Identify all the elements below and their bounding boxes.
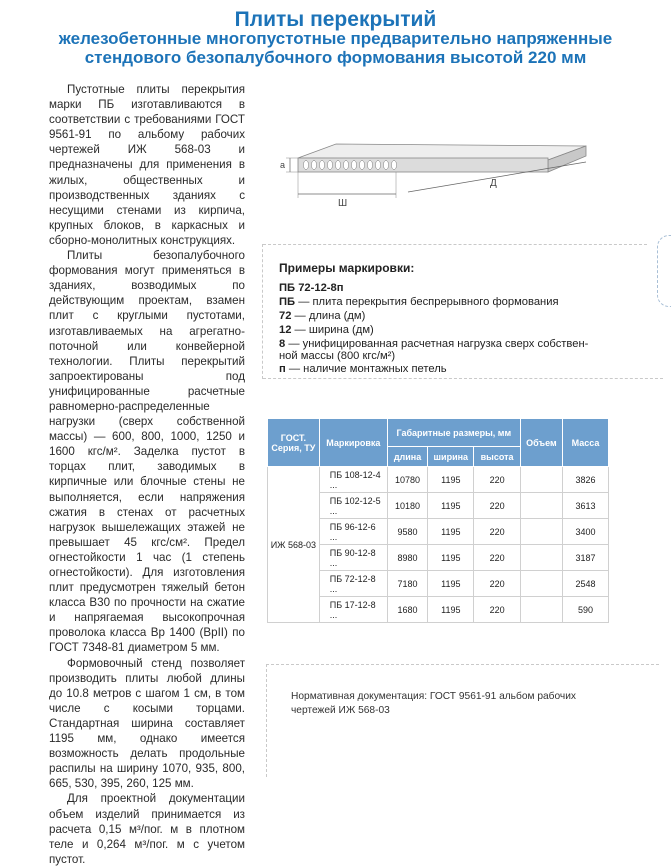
table-row xyxy=(268,519,609,545)
cell-volume xyxy=(520,597,562,623)
header-marka: Маркировка xyxy=(319,419,387,467)
subtitle-line-2: стендового безопалубочного формования высотой 220 мм xyxy=(84,48,587,67)
label-length: Д xyxy=(490,178,497,189)
cell-series: ИЖ 568-03 xyxy=(268,467,320,623)
cell-mass: 3187 xyxy=(563,545,609,571)
paragraph: Для проектной документации объем изделий принимается из расчета 0,15 м³/пог. м в плотном теле и 0,264 м³/пог. м с учетом пустот. xyxy=(49,792,245,866)
cell-mark: ПБ 102-12-5 ... xyxy=(319,493,387,519)
table-row xyxy=(268,467,609,493)
cell-length: 10780 xyxy=(387,467,427,493)
cell-volume xyxy=(520,493,562,519)
description-column xyxy=(49,82,245,867)
header-mass: Масса xyxy=(563,419,609,467)
header-width: ширина xyxy=(428,447,474,467)
paragraph: Плиты безопалубочного формования могут применяться в зданиях, возводимых по действующим проектам, взамен плит с круглыми пустотами, изготавливаемых на агрегатно-поточной или конвейерной технологии. Плиты перекрытий запроектированы под унифицированные расчетные равномерно-распределенные нагрузки (сверх собственной массы) — 600, 800, 1000, 1250 и 1600 кгс/м². Заделка пустот в торцах плит, заводимых в кирпичные или блочные стены не выполняется, если напряжения сжатия в стенах от расчетных нагрузок вышележащих этажей не превышает 45 кгс/см². Предел огнестойкости 1 час (1 степень огнестойкости). Для изготовления плит предусмотрен тяжелый бетон класса В30 по прочности на сжатие и напрягаемая высокопрочная проволока класса Вр 1400 (ВрII) по ГОСТ 7348-81 диаметром 5 мм. xyxy=(49,249,245,655)
header-volume: Объем xyxy=(520,419,562,467)
table-row xyxy=(268,571,609,597)
label-width: Ш xyxy=(338,198,348,209)
cell-volume xyxy=(520,467,562,493)
table-row xyxy=(268,545,609,571)
cell-width: 1195 xyxy=(428,545,474,571)
cell-height: 220 xyxy=(474,467,520,493)
marking-line: 8 — унифицированная расчетная нагрузка сверх собствен- xyxy=(279,338,589,350)
cell-height: 220 xyxy=(474,545,520,571)
cell-length: 9580 xyxy=(387,519,427,545)
cell-volume xyxy=(520,571,562,597)
page-title: Плиты перекрытий xyxy=(234,8,437,31)
paragraph: Формовочный стенд позволяет производить плиты любой длины до 10.8 метров с шагом 1 см, в том числе с косыми торцами. Стандартная ширина составляет 1195 мм, однако имеется возможность делать продольные распилы на ширину 1070, 935, 800, 665, 530, 395, 260, 125 мм. xyxy=(49,656,245,791)
cell-mass: 3826 xyxy=(563,467,609,493)
cell-width: 1195 xyxy=(428,467,474,493)
cell-length: 10180 xyxy=(387,493,427,519)
header-height: высота xyxy=(474,447,520,467)
decorative-bracket xyxy=(657,235,671,307)
paragraph: Пустотные плиты перекрытия марки ПБ изготавливаются в соответствии с требованиями ГОСТ 9561-91 по альбому рабочих чертежей ИЖ 568-03 и предназначены для применения в жилых, общественных и производственных зданиях с несущими стенами из кирпича, крупных блоков, в каркасных и сборно-монолитных конструкциях. xyxy=(49,83,245,247)
table-row xyxy=(268,493,609,519)
marking-example-code: ПБ 72-12-8п xyxy=(279,282,344,294)
cell-height: 220 xyxy=(474,519,520,545)
cell-mark: ПБ 96-12-6 ... xyxy=(319,519,387,545)
norm-box xyxy=(266,664,659,777)
cell-height: 220 xyxy=(474,493,520,519)
cell-mass: 3400 xyxy=(563,519,609,545)
header-length: длина xyxy=(387,447,427,467)
spec-table xyxy=(267,418,609,623)
cell-height: 220 xyxy=(474,597,520,623)
cell-volume xyxy=(520,545,562,571)
cell-mass: 2548 xyxy=(563,571,609,597)
cell-width: 1195 xyxy=(428,571,474,597)
header-gost: ГОСТ. Серия, ТУ xyxy=(268,419,320,467)
normative-documentation: Нормативная документация: ГОСТ 9561-91 альбом рабочих чертежей ИЖ 568-03 xyxy=(291,691,577,716)
cell-mark: ПБ 108-12-4 ... xyxy=(319,467,387,493)
cell-mark: ПБ 72-12-8 ... xyxy=(319,571,387,597)
marking-line: ной массы (800 кгс/м²) xyxy=(279,350,396,362)
cell-width: 1195 xyxy=(428,493,474,519)
subtitle-line-1: железобетонные многопустотные предварительно напряженные xyxy=(58,29,613,48)
slab-diagram xyxy=(268,120,598,225)
cell-height: 220 xyxy=(474,571,520,597)
marking-line: 72 — длина (дм) xyxy=(279,310,366,322)
cell-mark: ПБ 90-12-8 ... xyxy=(319,545,387,571)
cell-width: 1195 xyxy=(428,597,474,623)
label-height: a xyxy=(280,160,286,170)
cell-mass: 590 xyxy=(563,597,609,623)
cell-length: 8980 xyxy=(387,545,427,571)
cell-mass: 3613 xyxy=(563,493,609,519)
cell-mark: ПБ 17-12-8 ... xyxy=(319,597,387,623)
marking-line: 12 — ширина (дм) xyxy=(279,324,374,336)
cell-length: 1680 xyxy=(387,597,427,623)
header-dimensions: Габаритные размеры, мм xyxy=(387,419,520,447)
cell-volume xyxy=(520,519,562,545)
marking-line: п — наличие монтажных петель xyxy=(279,363,447,375)
cell-width: 1195 xyxy=(428,519,474,545)
table-row xyxy=(268,597,609,623)
marking-examples-title: Примеры маркировки: xyxy=(279,261,415,275)
cell-length: 7180 xyxy=(387,571,427,597)
marking-line: ПБ — плита перекрытия беспрерывного формования xyxy=(279,296,559,308)
page-subtitle xyxy=(0,29,671,67)
